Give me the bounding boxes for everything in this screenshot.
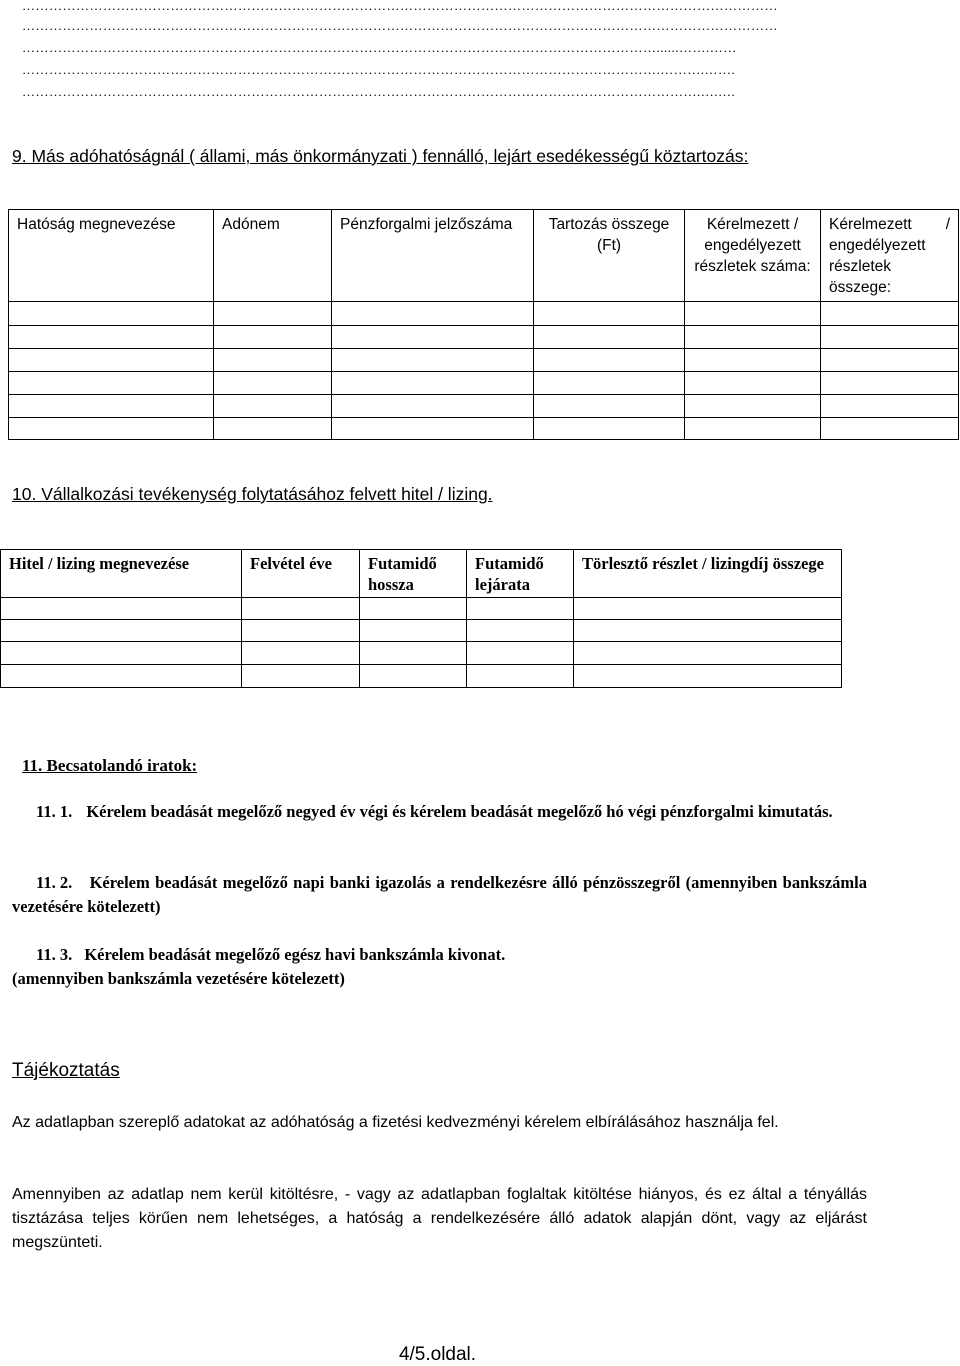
item-text: Kérelem beadását megelőző negyed év végi és kérelem beadását megelőző hó végi pénzforgalmi kimutatás. [86,802,833,821]
cell[interactable] [821,326,959,349]
cell[interactable] [332,372,534,395]
cell[interactable] [1,665,242,688]
col-header-term-length: Futamidő hossza [360,550,467,598]
cell[interactable] [9,302,214,326]
dotted-line: …………………………………………………………………………………………………………………………………………………… [22,18,778,33]
cell[interactable] [467,620,574,642]
cell[interactable] [821,418,959,440]
col-header-account-number: Pénzforgalmi jelzőszáma [332,210,534,302]
cell[interactable] [685,302,821,326]
col-header-loan-name: Hitel / lizing megnevezése [1,550,242,598]
cell[interactable] [242,642,360,665]
col-header-tax-type: Adónem [214,210,332,302]
item-number: 11. 1. [36,802,73,821]
dotted-line: …………………………………………………………………………………………………………………………………………………… [22,0,778,13]
col-header-debt-amount: Tartozás összege (Ft) [534,210,685,302]
item-number: 11. 2. [36,873,73,892]
cell[interactable] [242,598,360,620]
cell[interactable] [685,395,821,418]
table-row[interactable] [9,302,959,326]
cell[interactable] [360,598,467,620]
table-header-row [9,210,959,302]
cell[interactable] [574,665,842,688]
attachment-item-3 [12,943,867,967]
table-row[interactable] [9,372,959,395]
dotted-line: …………………………………………………………………………………………………………………………….……….……. [22,62,736,77]
table-row[interactable] [1,642,842,665]
cell[interactable] [534,302,685,326]
dotted-line: …………………………………………………………………………………………………………………………………….….…. [22,84,736,99]
col-header-installment-count: Kérelmezett / engedélyezett részletek száma: [685,210,821,302]
cell[interactable] [821,349,959,372]
cell[interactable] [1,642,242,665]
cell[interactable] [534,372,685,395]
cell[interactable] [685,326,821,349]
item-text: (amennyiben bankszámla vezetésére kötelezett) [12,969,345,988]
cell[interactable] [214,326,332,349]
col-header-authority: Hatóság megnevezése [9,210,214,302]
cell[interactable] [467,598,574,620]
tax-debt-table [8,209,959,440]
cell[interactable] [332,326,534,349]
cell[interactable] [685,349,821,372]
section-10-title: 10. Vállalkozási tevékenység folytatásához felvett hitel / lizing. [12,484,493,504]
cell[interactable] [242,665,360,688]
cell[interactable] [332,302,534,326]
item-text: Kérelem beadását megelőző napi banki igazolás a rendelkezésre álló pénzösszegről (amennyiben bankszámla vezetésére kötelezett) [12,873,868,916]
cell[interactable] [332,395,534,418]
cell[interactable] [574,642,842,665]
table-row[interactable] [9,418,959,440]
cell[interactable] [534,418,685,440]
section-9-title: 9. Más adóhatóságnál ( állami, más önkormányzati ) fennálló, lejárt esedékességű köztartozás: [12,146,749,166]
cell[interactable] [9,326,214,349]
cell[interactable] [360,665,467,688]
attachment-item-2 [12,871,867,919]
section-11-title: 11. Becsatolandó iratok: [22,756,198,775]
col-header-installment-amount: Kérelmezett / engedélyezett részletek összege: [821,210,959,302]
cell[interactable] [9,418,214,440]
cell[interactable] [574,620,842,642]
attachment-item-3-note [12,967,867,991]
cell[interactable] [9,372,214,395]
cell[interactable] [332,349,534,372]
cell[interactable] [574,598,842,620]
table-row[interactable] [1,620,842,642]
table-row[interactable] [1,665,842,688]
attachment-item-1 [12,800,867,824]
cell[interactable] [467,642,574,665]
table-row[interactable] [9,395,959,418]
dotted-line: ……………………………………………………………………………………………………………………………......…….…… [22,40,737,55]
cell[interactable] [685,372,821,395]
cell[interactable] [332,418,534,440]
cell[interactable] [242,620,360,642]
cell[interactable] [821,302,959,326]
cell[interactable] [360,620,467,642]
cell[interactable] [214,395,332,418]
cell[interactable] [214,349,332,372]
col-header-start-year: Felvétel éve [242,550,360,598]
cell[interactable] [821,372,959,395]
item-text: Kérelem beadását megelőző egész havi bankszámla kivonat. [84,945,506,964]
page-number: 4/5.oldal. [398,1344,477,1365]
cell[interactable] [467,665,574,688]
cell[interactable] [214,418,332,440]
cell[interactable] [534,326,685,349]
table-header-row [1,550,842,598]
cell[interactable] [534,349,685,372]
table-row[interactable] [1,598,842,620]
cell[interactable] [214,302,332,326]
cell[interactable] [1,598,242,620]
col-header-term-end: Futamidő lejárata [467,550,574,598]
cell[interactable] [9,349,214,372]
table-row[interactable] [9,349,959,372]
cell[interactable] [821,395,959,418]
cell[interactable] [9,395,214,418]
cell[interactable] [534,395,685,418]
info-title: Tájékoztatás [12,1060,120,1081]
cell[interactable] [214,372,332,395]
item-number: 11. 3. [36,945,73,964]
table-row[interactable] [9,326,959,349]
cell[interactable] [360,642,467,665]
cell[interactable] [685,418,821,440]
info-paragraph-2: Amennyiben az adatlap nem kerül kitöltésre, - vagy az adatlapban foglaltak kitöltése hiányos, és ez által a tényállás tisztázása teljes körűen nem lehetséges, a hatóság a rendelkezésére álló adatok alapján dönt, vagy az eljárást megszünteti. [12,1186,867,1251]
info-paragraph-1: Az adatlapban szereplő adatokat az adóhatóság a fizetési kedvezményi kérelem elbírálásához használja fel. [12,1114,779,1131]
loan-lease-table [0,549,842,688]
col-header-installment: Törlesztő részlet / lizingdíj összege [574,550,842,598]
cell[interactable] [1,620,242,642]
